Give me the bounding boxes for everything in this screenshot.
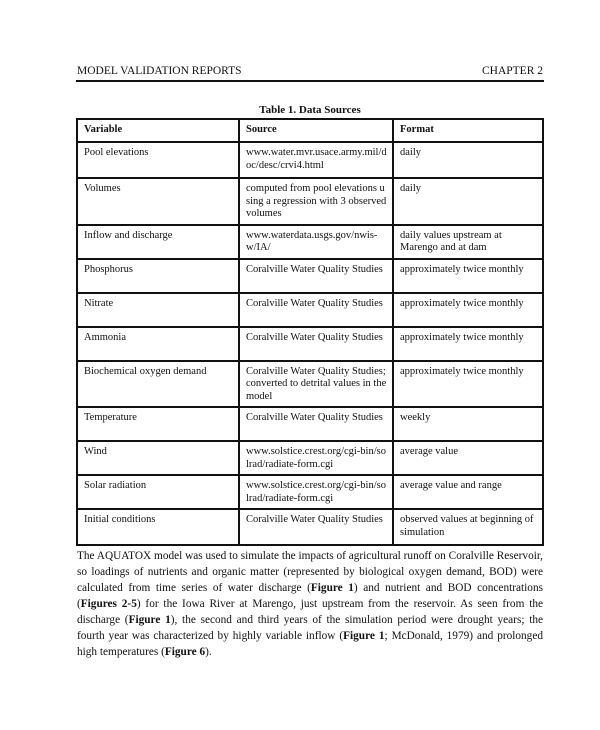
figure-ref: Figure 1 <box>128 614 171 626</box>
body-paragraph <box>77 548 543 660</box>
text: ; McDonald, 1979) and prolonged high temperatures ( <box>77 630 543 658</box>
cell-source: Coralville Water Quality Studies <box>239 509 393 545</box>
cell-variable: Initial conditions <box>77 509 239 545</box>
table-row <box>77 142 543 178</box>
cell-variable: Solar radiation <box>77 475 239 509</box>
cell-source: www.waterdata.usgs.gov/nwis-w/IA/ <box>239 225 393 259</box>
cell-variable: Biochemical oxygen demand <box>77 361 239 408</box>
data-sources-table <box>76 118 544 546</box>
cell-variable: Phosphorus <box>77 259 239 293</box>
table-row <box>77 225 543 259</box>
cell-format: approximately twice monthly <box>393 259 543 293</box>
cell-variable: Temperature <box>77 407 239 441</box>
table-row <box>77 441 543 475</box>
cell-source: www.water.mvr.usace.army.mil/doc/desc/crvi4.html <box>239 142 393 178</box>
table-row <box>77 327 543 361</box>
header-chapter: CHAPTER 2 <box>481 65 543 77</box>
running-header <box>77 65 543 77</box>
cell-source: Coralville Water Quality Studies; converted to detrital values in the model <box>239 361 393 408</box>
text: ), the second and third years of the simulation period were drought years; the fourth year was characterized by highly variable inflow ( <box>77 614 543 642</box>
cell-format: weekly <box>393 407 543 441</box>
cell-format: daily <box>393 142 543 178</box>
cell-format: average value and range <box>393 475 543 509</box>
cell-source: Coralville Water Quality Studies <box>239 407 393 441</box>
cell-variable: Pool elevations <box>77 142 239 178</box>
cell-source: Coralville Water Quality Studies <box>239 293 393 327</box>
column-header: Source <box>239 119 393 142</box>
table-row <box>77 407 543 441</box>
text: ) and nutrient and BOD concentrations ( <box>77 582 543 610</box>
cell-variable: Nitrate <box>77 293 239 327</box>
cell-source: Coralville Water Quality Studies <box>239 259 393 293</box>
text: ). <box>205 646 212 658</box>
table-title: Table 1. Data Sources <box>259 104 361 116</box>
cell-format: approximately twice monthly <box>393 361 543 408</box>
cell-source: www.solstice.crest.org/cgi-bin/solrad/radiate-form.cgi <box>239 475 393 509</box>
header-title: MODEL VALIDATION REPORTS <box>77 65 242 77</box>
cell-format: average value <box>393 441 543 475</box>
cell-source: www.solstice.crest.org/cgi-bin/solrad/radiate-form.cgi <box>239 441 393 475</box>
cell-format: approximately twice monthly <box>393 327 543 361</box>
cell-variable: Wind <box>77 441 239 475</box>
figure-ref: Figures 2-5 <box>80 598 137 610</box>
table-row <box>77 178 543 225</box>
cell-variable: Volumes <box>77 178 239 225</box>
table-row <box>77 293 543 327</box>
cell-format: daily <box>393 178 543 225</box>
table-row <box>77 259 543 293</box>
figure-ref: Figure 6 <box>164 646 206 658</box>
text: ) for the Iowa River at Marengo, just upstream from the reservoir. As seen from the discharge ( <box>77 598 543 626</box>
text: The AQUATOX model was used to simulate the impacts of agricultural runoff on Coralville Reservoir, so loadings of nutrients and organic matter (represented by biological oxygen demand, BOD) were calculated from time series of water discharge ( <box>77 550 543 594</box>
figure-ref: Figure 1 <box>310 582 354 594</box>
cell-variable: Inflow and discharge <box>77 225 239 259</box>
cell-format: observed values at beginning of simulation <box>393 509 543 545</box>
column-header: Variable <box>77 119 239 142</box>
cell-source: computed from pool elevations using a regression with 3 observed volumes <box>239 178 393 225</box>
cell-variable: Ammonia <box>77 327 239 361</box>
header-rule <box>76 80 544 82</box>
table-row <box>77 361 543 408</box>
cell-source: Coralville Water Quality Studies <box>239 327 393 361</box>
figure-ref: Figure 1 <box>343 630 385 642</box>
table-row <box>77 509 543 545</box>
cell-format: daily values upstream at Marengo and at dam <box>393 225 543 259</box>
cell-format: approximately twice monthly <box>393 293 543 327</box>
column-header: Format <box>393 119 543 142</box>
table-row <box>77 475 543 509</box>
table-header-row <box>77 119 543 142</box>
